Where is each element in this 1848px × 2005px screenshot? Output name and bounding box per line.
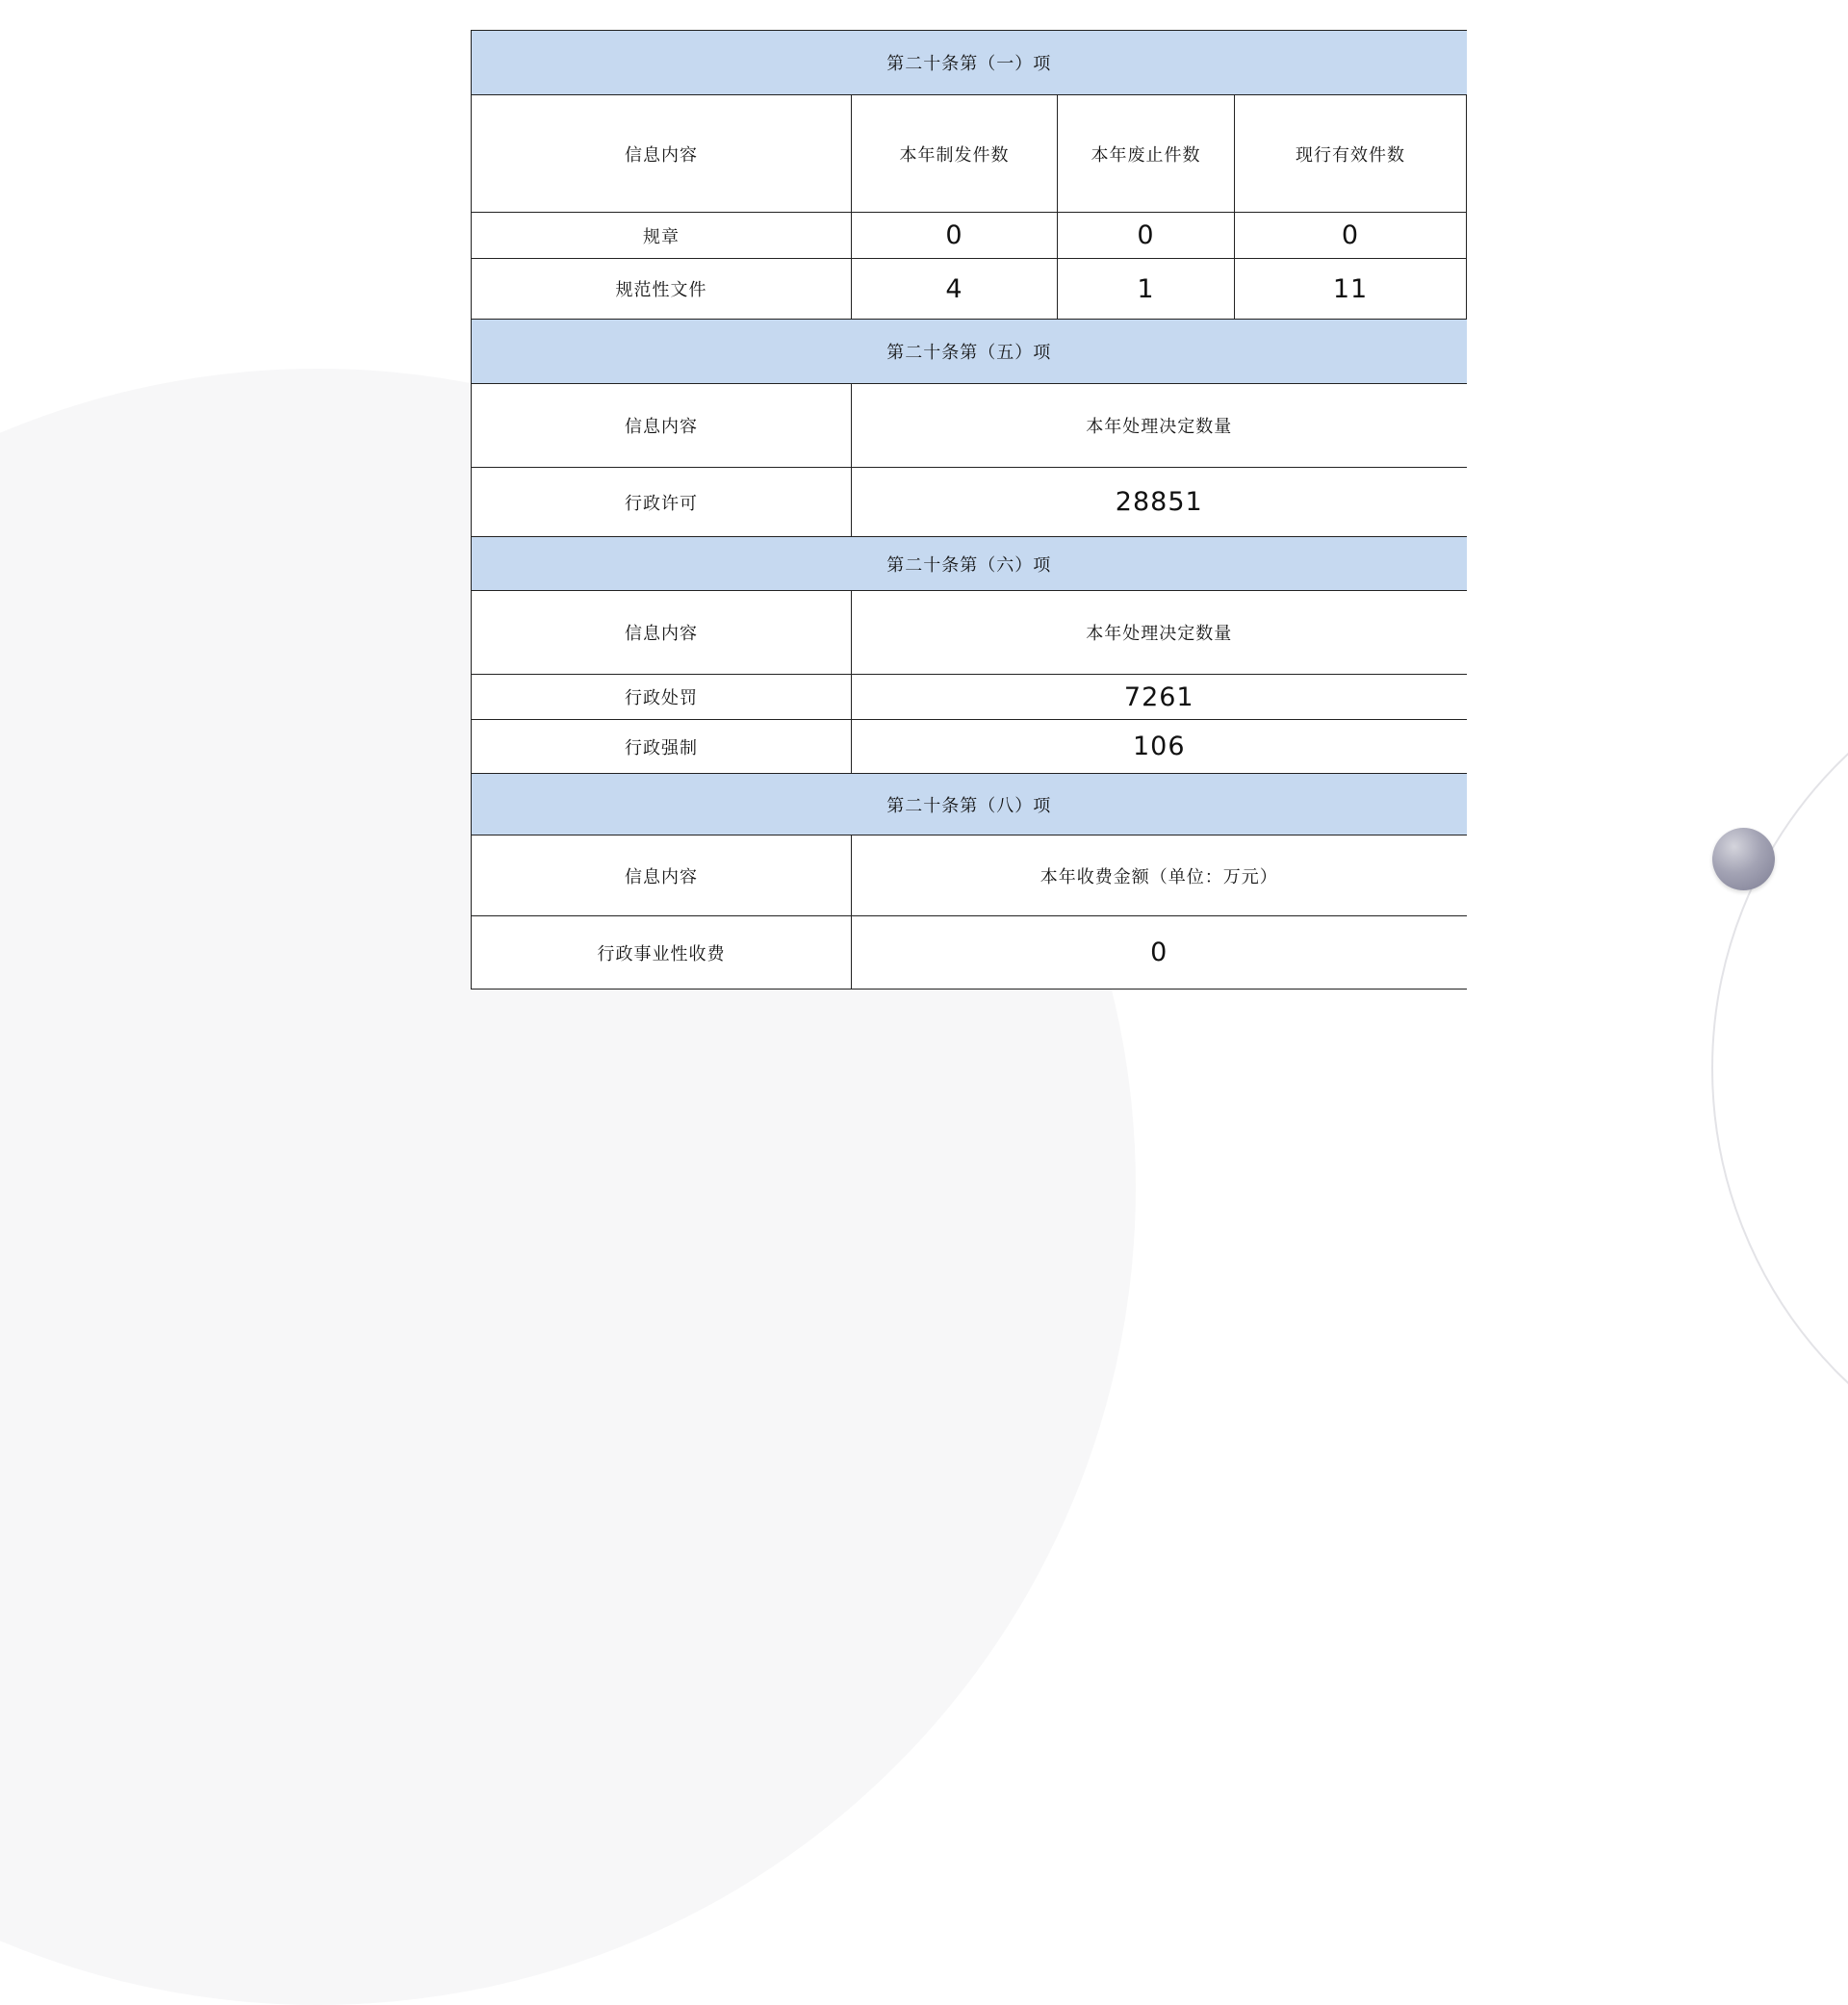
- row-label: 规范性文件: [472, 259, 852, 320]
- column-header-info: 信息内容: [472, 835, 852, 916]
- row-label: 行政处罚: [472, 675, 852, 720]
- section5-header: 第二十条第（五）项: [472, 320, 1467, 384]
- disclosure-table: [471, 30, 1467, 990]
- column-header-issued: 本年制发件数: [852, 95, 1058, 213]
- section6-header: 第二十条第（六）项: [472, 537, 1467, 591]
- column-header-repealed: 本年废止件数: [1058, 95, 1235, 213]
- column-header-valid: 现行有效件数: [1235, 95, 1467, 213]
- table-row: [472, 675, 1467, 720]
- table-row: [472, 468, 1467, 537]
- row-label: 规章: [472, 213, 852, 259]
- row-value-valid: 0: [1235, 213, 1467, 259]
- row-value-issued: 4: [852, 259, 1058, 320]
- row-value-valid: 11: [1235, 259, 1467, 320]
- table-row: [472, 213, 1467, 259]
- column-header-row: [472, 384, 1467, 468]
- row-value: 28851: [852, 468, 1467, 537]
- section-header-row: [472, 774, 1467, 835]
- section-header-row: [472, 31, 1467, 95]
- decorative-arc: [1711, 635, 1848, 1502]
- column-header-info: 信息内容: [472, 95, 852, 213]
- decorative-sphere: [1712, 828, 1775, 890]
- table-row: [472, 720, 1467, 774]
- column-header-info: 信息内容: [472, 591, 852, 675]
- column-header-info: 信息内容: [472, 384, 852, 468]
- column-header-decisions: 本年处理决定数量: [852, 591, 1467, 675]
- column-header-row: [472, 835, 1467, 916]
- column-header-fees: 本年收费金额（单位：万元）: [852, 835, 1467, 916]
- column-header-decisions: 本年处理决定数量: [852, 384, 1467, 468]
- section-header-row: [472, 537, 1467, 591]
- row-label: 行政事业性收费: [472, 916, 852, 990]
- row-value-issued: 0: [852, 213, 1058, 259]
- row-value: 0: [852, 916, 1467, 990]
- row-value: 106: [852, 720, 1467, 774]
- section1-header: 第二十条第（一）项: [472, 31, 1467, 95]
- column-header-row: [472, 591, 1467, 675]
- row-value-repealed: 1: [1058, 259, 1235, 320]
- row-label: 行政强制: [472, 720, 852, 774]
- column-header-row: [472, 95, 1467, 213]
- row-value: 7261: [852, 675, 1467, 720]
- table-row: [472, 916, 1467, 990]
- section8-header: 第二十条第（八）项: [472, 774, 1467, 835]
- row-label: 行政许可: [472, 468, 852, 537]
- table-row: [472, 259, 1467, 320]
- row-value-repealed: 0: [1058, 213, 1235, 259]
- section-header-row: [472, 320, 1467, 384]
